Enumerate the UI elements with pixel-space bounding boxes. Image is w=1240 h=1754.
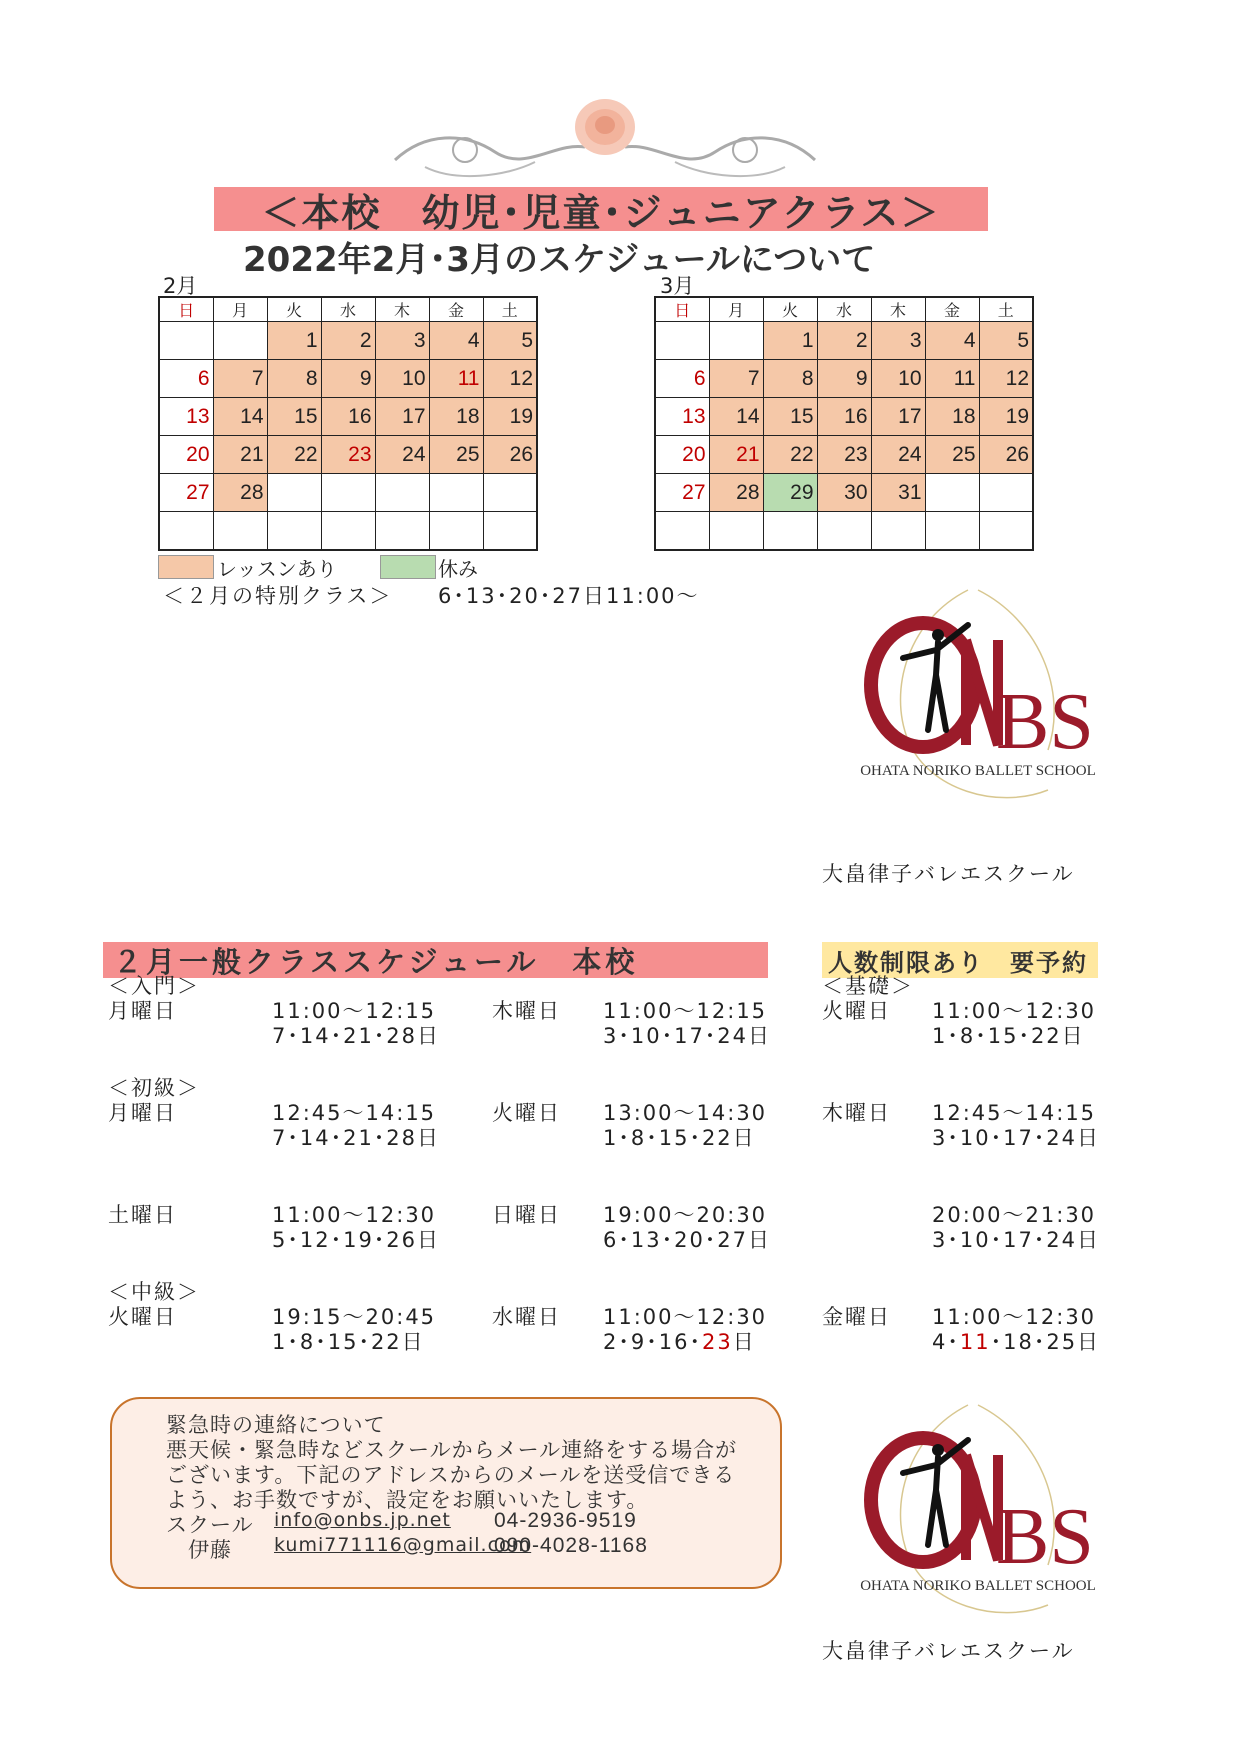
calendar-day: 26 — [483, 436, 537, 474]
calendar-day: 31 — [871, 474, 925, 512]
weekday-header: 土 — [979, 297, 1033, 322]
onbs-logo — [848, 1395, 1108, 1635]
calendar-day: 20 — [655, 436, 709, 474]
class-day: 水曜日 — [492, 1305, 561, 1329]
calendar-day: 11 — [429, 360, 483, 398]
calendar-week — [159, 512, 537, 550]
class-day: 日曜日 — [492, 1203, 561, 1227]
calendar-day: 4 — [429, 322, 483, 360]
ito-email-link[interactable]: kumi771116@gmail.com — [274, 1534, 532, 1556]
calendar-day — [213, 512, 267, 550]
legend-lesson-label: レッスンあり — [217, 557, 337, 581]
calendar-day: 9 — [321, 360, 375, 398]
calendar-day: 9 — [817, 360, 871, 398]
class-day: 火曜日 — [822, 999, 891, 1023]
svg-text:OHATA NORIKO BALLET SCHOOL: OHATA NORIKO BALLET SCHOOL — [860, 1578, 1096, 1594]
contact-label-school: スクール — [166, 1513, 254, 1537]
calendar-week — [159, 360, 537, 398]
calendar-day: 19 — [979, 398, 1033, 436]
calendar-day: 3 — [375, 322, 429, 360]
weekday-header: 金 — [429, 297, 483, 322]
calendar-day: 11 — [925, 360, 979, 398]
calendar-day: 8 — [267, 360, 321, 398]
rose-ornament — [385, 92, 825, 182]
ito-phone: 090-4028-1168 — [494, 1534, 648, 1557]
calendar-day: 2 — [321, 322, 375, 360]
calendar-day: 17 — [871, 398, 925, 436]
calendar-day — [321, 512, 375, 550]
class-time: 19:00～20:30 — [603, 1203, 768, 1227]
calendar-day: 29 — [763, 474, 817, 512]
weekday-header: 木 — [375, 297, 429, 322]
calendar-day — [429, 512, 483, 550]
weekday-header: 木 — [871, 297, 925, 322]
calendar-day — [159, 512, 213, 550]
class-time: 11:00～12:30 — [932, 999, 1097, 1023]
calendar-day: 21 — [709, 436, 763, 474]
weekday-header: 火 — [763, 297, 817, 322]
weekday-header: 日 — [159, 297, 213, 322]
class-dates: 6･13･20･27日 — [603, 1228, 772, 1252]
calendar-day — [267, 512, 321, 550]
weekday-header: 日 — [655, 297, 709, 322]
class-time: 13:00～14:30 — [603, 1101, 768, 1125]
calendar-day: 20 — [159, 436, 213, 474]
calendar-day: 5 — [979, 322, 1033, 360]
calendar-day — [483, 474, 537, 512]
calendar-day: 15 — [267, 398, 321, 436]
school-name: 大畠律子バレエスクール — [822, 862, 1075, 886]
calendar-day — [375, 474, 429, 512]
special-class-label: ＜２月の特別クラス＞ — [163, 584, 393, 608]
contact-text: よう、お手数ですが、設定をお願いいたします。 — [166, 1488, 649, 1512]
calendar-week — [655, 474, 1033, 512]
class-day: 月曜日 — [108, 999, 177, 1023]
calendar-week — [655, 322, 1033, 360]
kiso-heading: ＜基礎＞ — [822, 974, 914, 998]
calendar-day: 2 — [817, 322, 871, 360]
calendar-day: 8 — [763, 360, 817, 398]
class-dates: 3･10･17･24日 — [603, 1024, 772, 1048]
class-day: 土曜日 — [108, 1203, 177, 1227]
contact-label-ito: 伊藤 — [188, 1538, 232, 1562]
calendar-day: 14 — [709, 398, 763, 436]
calendar-day: 15 — [763, 398, 817, 436]
calendar-week — [655, 436, 1033, 474]
calendar-day: 24 — [375, 436, 429, 474]
calendar-day: 16 — [321, 398, 375, 436]
calendar-day — [267, 474, 321, 512]
calendar-day: 10 — [375, 360, 429, 398]
general-schedule-title: ２月一般クラススケジュール 本校 — [103, 942, 768, 978]
calendar-day — [483, 512, 537, 550]
class-dates: 7･14･21･28日 — [272, 1024, 441, 1048]
calendar-day — [375, 512, 429, 550]
calendar-day — [979, 474, 1033, 512]
class-dates: 1･8･15･22日 — [272, 1330, 425, 1354]
class-day: 月曜日 — [108, 1101, 177, 1125]
calendar-day: 30 — [817, 474, 871, 512]
calendar-day — [979, 512, 1033, 550]
class-time: 11:00～12:15 — [272, 999, 437, 1023]
calendar-week — [159, 474, 537, 512]
calendar-day: 6 — [159, 360, 213, 398]
calendar-day — [655, 512, 709, 550]
calendar-day — [925, 474, 979, 512]
calendar-day — [871, 512, 925, 550]
class-dates: 7･14･21･28日 — [272, 1126, 441, 1150]
calendar-day: 19 — [483, 398, 537, 436]
calendar-day: 1 — [267, 322, 321, 360]
calendar-day: 28 — [213, 474, 267, 512]
class-day: 木曜日 — [492, 999, 561, 1023]
calendar-day: 23 — [321, 436, 375, 474]
calendar-day — [213, 322, 267, 360]
class-time: 11:00～12:15 — [603, 999, 768, 1023]
legend-lesson-swatch — [158, 555, 214, 579]
emergency-contact-box — [110, 1397, 782, 1589]
class-time: 11:00～12:30 — [932, 1305, 1097, 1329]
contact-text: 悪天候・緊急時などスクールからメール連絡をする場合が — [166, 1438, 738, 1462]
weekday-header: 水 — [321, 297, 375, 322]
calendar-day: 7 — [709, 360, 763, 398]
calendar-day: 18 — [429, 398, 483, 436]
calendar-day — [321, 474, 375, 512]
class-dates: 3･10･17･24日 — [932, 1126, 1101, 1150]
calendar-day — [655, 322, 709, 360]
calendar-day: 12 — [483, 360, 537, 398]
calendar-day — [159, 322, 213, 360]
calendar-day — [817, 512, 871, 550]
calendar-day: 12 — [979, 360, 1033, 398]
calendar-day: 28 — [709, 474, 763, 512]
calendar-week — [159, 436, 537, 474]
limit-badge: 人数制限あり 要予約 — [822, 942, 1098, 978]
calendar-day — [709, 512, 763, 550]
class-time: 19:15～20:45 — [272, 1305, 437, 1329]
calendar-week — [655, 512, 1033, 550]
calendar-day: 1 — [763, 322, 817, 360]
calendar-day — [925, 512, 979, 550]
chukyu-heading: ＜中級＞ — [108, 1280, 200, 1304]
calendar-day — [709, 322, 763, 360]
calendar-day: 10 — [871, 360, 925, 398]
class-day: 火曜日 — [492, 1101, 561, 1125]
march-label: 3月 — [660, 274, 695, 298]
contact-heading: 緊急時の連絡について — [166, 1413, 386, 1437]
calendar-day — [429, 474, 483, 512]
calendar-day: 6 — [655, 360, 709, 398]
class-dates: 5･12･19･26日 — [272, 1228, 441, 1252]
calendar-day: 23 — [817, 436, 871, 474]
contact-text: ございます。下記のアドレスからのメールを送受信できる — [166, 1463, 736, 1487]
svg-text:OHATA NORIKO BALLET SCHOOL: OHATA NORIKO BALLET SCHOOL — [860, 763, 1096, 779]
calendar-day: 24 — [871, 436, 925, 474]
weekday-header: 火 — [267, 297, 321, 322]
legend-rest-label: 休み — [438, 557, 478, 581]
nyumon-heading: ＜入門＞ — [108, 974, 200, 998]
school-phone: 04-2936-9519 — [494, 1509, 637, 1532]
class-dates: 1･8･15･22日 — [603, 1126, 756, 1150]
calendar-week — [655, 398, 1033, 436]
calendar-day: 22 — [763, 436, 817, 474]
class-time: 12:45～14:15 — [932, 1101, 1097, 1125]
calendar-day: 25 — [429, 436, 483, 474]
calendar-day: 3 — [871, 322, 925, 360]
class-day: 金曜日 — [822, 1305, 891, 1329]
calendar-day: 13 — [655, 398, 709, 436]
weekday-header: 金 — [925, 297, 979, 322]
school-email-link[interactable]: info@onbs.jp.net — [274, 1509, 451, 1531]
calendar-day: 16 — [817, 398, 871, 436]
page-title: ＜本校 幼児･児童･ジュニアクラス＞ — [214, 187, 988, 231]
february-label: 2月 — [163, 274, 198, 298]
weekday-header: 土 — [483, 297, 537, 322]
class-dates: 1･8･15･22日 — [932, 1024, 1085, 1048]
shokyu-heading: ＜初級＞ — [108, 1076, 200, 1100]
svg-text:BS: BS — [996, 678, 1094, 766]
class-time: 11:00～12:30 — [272, 1203, 437, 1227]
calendar-day: 22 — [267, 436, 321, 474]
weekday-header: 水 — [817, 297, 871, 322]
class-day: 木曜日 — [822, 1101, 891, 1125]
weekday-header: 月 — [709, 297, 763, 322]
class-dates: 3･10･17･24日 — [932, 1228, 1101, 1252]
calendar-day: 14 — [213, 398, 267, 436]
calendar-day: 4 — [925, 322, 979, 360]
calendar-week — [159, 398, 537, 436]
special-class-value: 6･13･20･27日11:00～ — [438, 584, 700, 608]
calendar-day: 7 — [213, 360, 267, 398]
march-calendar — [654, 296, 1034, 551]
calendar-day: 17 — [375, 398, 429, 436]
class-dates: 2･9･16･23日 — [603, 1330, 756, 1354]
class-day: 火曜日 — [108, 1305, 177, 1329]
calendar-day: 18 — [925, 398, 979, 436]
calendar-day: 13 — [159, 398, 213, 436]
page-subtitle: 2022年2月･3月のスケジュールについて — [243, 240, 876, 280]
weekday-header: 月 — [213, 297, 267, 322]
class-time: 20:00～21:30 — [932, 1203, 1097, 1227]
onbs-logo — [848, 580, 1108, 820]
calendar-week — [159, 322, 537, 360]
february-calendar — [158, 296, 538, 551]
calendar-day: 25 — [925, 436, 979, 474]
svg-text:BS: BS — [996, 1493, 1094, 1581]
calendar-day — [763, 512, 817, 550]
calendar-day: 21 — [213, 436, 267, 474]
calendar-day: 27 — [159, 474, 213, 512]
calendar-day: 26 — [979, 436, 1033, 474]
class-time: 12:45～14:15 — [272, 1101, 437, 1125]
calendar-day: 5 — [483, 322, 537, 360]
school-name: 大畠律子バレエスクール — [822, 1639, 1075, 1663]
calendar-week — [655, 360, 1033, 398]
legend-rest-swatch — [380, 555, 436, 579]
class-time: 11:00～12:30 — [603, 1305, 768, 1329]
class-dates: 4･11･18･25日 — [932, 1330, 1101, 1354]
calendar-day: 27 — [655, 474, 709, 512]
